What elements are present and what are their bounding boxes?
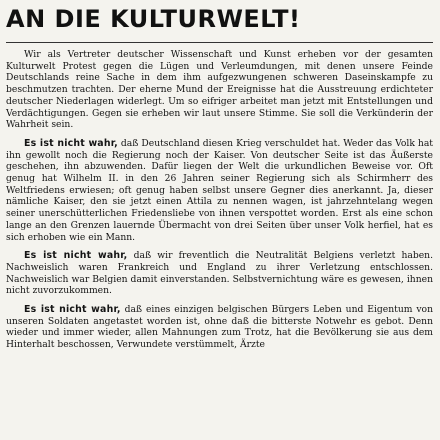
paragraph-text: daß wir freventlich die Neutralität Belgiens verletzt haben. Nachweislich waren Frankreich und England zu ihrer Verletzung entschlossen. Nachweislich war Belgien damit einverstanden. Selbstvernichtung wäre es gewesen, ihnen nicht zuvorzukommen. bbox=[6, 250, 434, 297]
paragraph-text: daß eines einzigen belgischen Bürgers Leben und Eigentum von unseren Soldaten angetastet worden ist, ohne daß die bitterste Notwehr es gebot. Denn wieder und immer wieder, allen Mahnungen zum Trotz, hat die Bevölkerung sie aus dem Hinterhalt beschossen, Verwundete verstümmelt, Ärzte bbox=[6, 304, 434, 351]
title-divider bbox=[6, 42, 433, 43]
body-paragraph bbox=[6, 250, 433, 297]
paragraph-text: daß Deutschland diesen Krieg verschuldet hat. Weder das Volk hat ihn gewollt noch die Regierung noch der Kaiser. Von deutscher Seite ist das Äußerste geschehen, ihn abzuwenden. Dafür liegen der Welt die urkundlichen Beweise vor. Oft genug hat Wilhelm II. in den 26 Jahren seiner Regierung sich als Schirmherr des Weltfriedens erwiesen; oft genug haben selbst unsere Gegner dies anerkannt. Ja, dieser nämliche Kaiser, den sie jetzt einen Attila zu nennen wagen, ist jahrzehntelang wegen seiner unerschütterlichen Friedensliebe von ihnen verspottet worden. Erst als eine schon lange an den Grenzen lauernde Übermacht von drei Seiten über unser Volk herfiel, hat es sich erhoben wie ein Mann. bbox=[6, 137, 434, 243]
body-paragraph bbox=[6, 304, 433, 351]
page-title: AN DIE KULTURWELT! bbox=[6, 5, 301, 33]
intro-paragraph: Wir als Vertreter deutscher Wissenschaft und Kunst erheben vor der gesamten Kulturwelt Protest gegen die Lügen und Verleumdungen, mit denen unsere Feinde Deutschlands reine Sache in dem ihm aufgezwungenen schweren Daseinskampfe zu beschmutzen trachten. Der eherne Mund der Ereignisse hat die Ausstreuung erdichteter deutscher Niederlagen widerlegt. Um so eifriger arbeitet man jetzt mit Entstellungen und Verdächtigungen. Gegen sie erheben wir laut unsere Stimme. Sie soll die Verkünderin der Wahrheit sein. bbox=[6, 49, 433, 131]
paragraph-lead: Es ist nicht wahr, bbox=[24, 137, 118, 149]
body-paragraph bbox=[6, 138, 433, 243]
paragraph-lead: Es ist nicht wahr, bbox=[24, 250, 128, 262]
paragraph-lead: Es ist nicht wahr, bbox=[24, 304, 121, 316]
